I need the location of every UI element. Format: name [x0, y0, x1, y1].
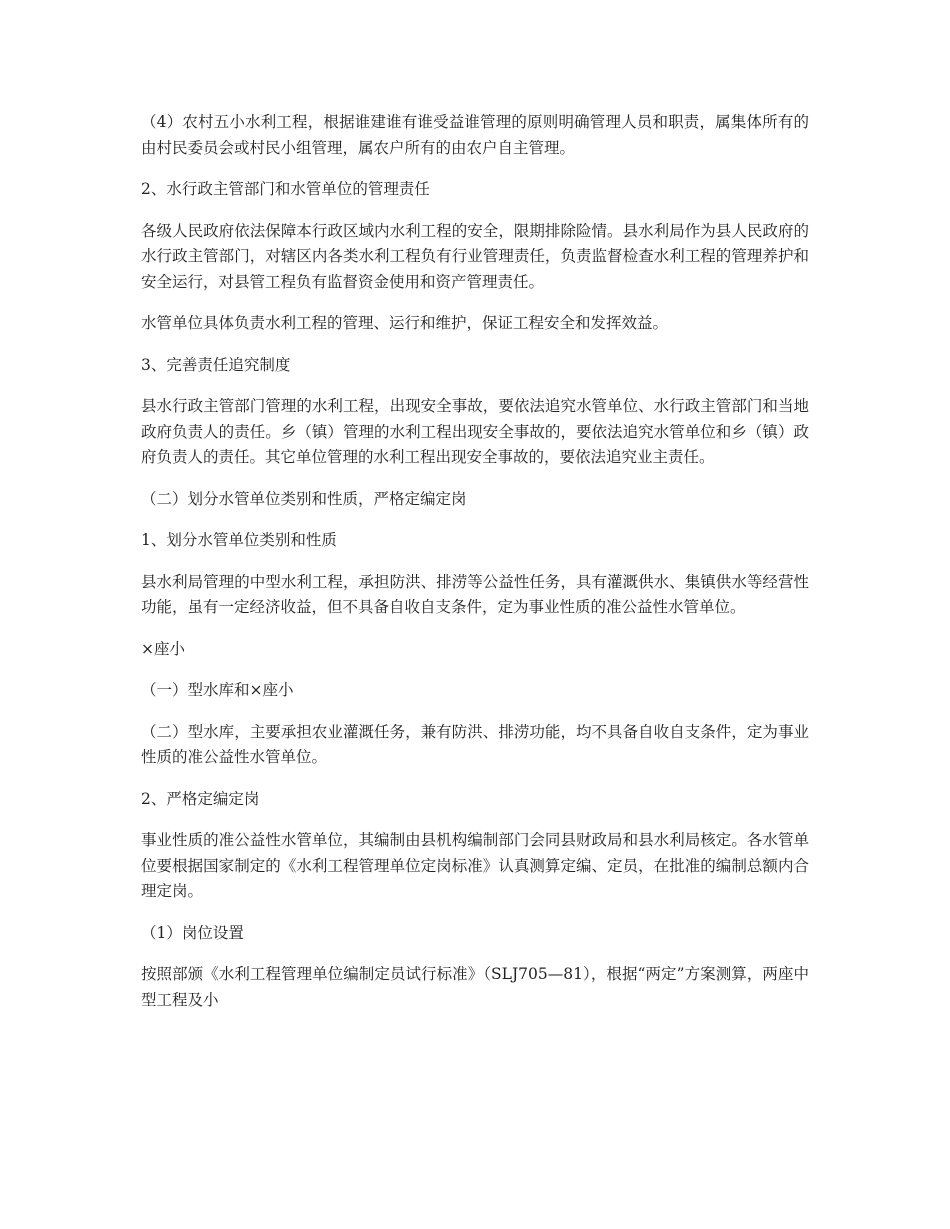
heading-section-two: （二）划分水管单位类别和性质，严格定编定岗	[141, 489, 467, 508]
heading-staffing: 2、严格定编定岗	[141, 789, 260, 808]
paragraph-staffing: 事业性质的准公益性水管单位，其编制由县机构编制部门会同县财政局和县水利局核定。各水管单位要根据国家制定的《水利工程管理单位定岗标准》认真测算定编、定员，在批准的编制总额内合理定岗。	[141, 831, 809, 900]
document-page	[141, 110, 809, 1029]
paragraph-government-responsibility: 各级人民政府依法保障本行政区域内水利工程的安全，限期排除险情。县水利局作为县人民政府的水行政主管部门，对辖区内各类水利工程负有行业管理责任，负责监督检查水利工程的管理养护和安全运行，对县管工程负有监督资金使用和资产管理责任。	[141, 221, 809, 291]
paragraph-post-standard: 按照部颁《水利工程管理单位编制定员试行标准》（SLJ705—81），根据“两定”方案测算，两座中型工程及小	[141, 965, 809, 1009]
paragraph-rural-small-projects: （4）农村五小水利工程，根据谁建谁有谁受益谁管理的原则明确管理人员和职责，属集体所有的由村民委员会或村民小组管理，属农户所有的由农户自主管理。	[141, 113, 809, 157]
paragraph-type-two-reservoir: （二）型水库，主要承担农业灌溉任务，兼有防洪、排涝功能，均不具备自收自支条件，定为事业性质的准公益性水管单位。	[141, 722, 809, 766]
paragraph-accountability: 县水行政主管部门管理的水利工程，出现安全事故，要依法追究水管单位、水行政主管部门和当地政府负责人的责任。乡（镇）管理的水利工程出现安全事故的，要依法追究水管单位和乡（镇）政府负责人的责任。其它单位管理的水利工程出现安全事故的，要依法追究业主责任。	[141, 397, 809, 466]
heading-accountability: 3、完善责任追究制度	[141, 355, 291, 374]
paragraph-small-count: ×座小	[141, 639, 185, 658]
paragraph-type-one-reservoir: （一）型水库和×座小	[141, 681, 294, 699]
heading-post-setup: （1）岗位设置	[141, 923, 244, 942]
paragraph-medium-projects: 县水利局管理的中型水利工程，承担防洪、排涝等公益性任务，具有灌溉供水、集镇供水等经营性功能，虽有一定经济收益，但不具备自收自支条件，定为事业性质的准公益性水管单位。	[141, 572, 809, 616]
heading-management-responsibility: 2、水行政主管部门和水管单位的管理责任	[141, 180, 430, 198]
paragraph-water-unit-duty: 水管单位具体负责水利工程的管理、运行和维护，保证工程安全和发挥效益。	[141, 314, 669, 332]
heading-unit-classification: 1、划分水管单位类别和性质	[141, 531, 337, 549]
